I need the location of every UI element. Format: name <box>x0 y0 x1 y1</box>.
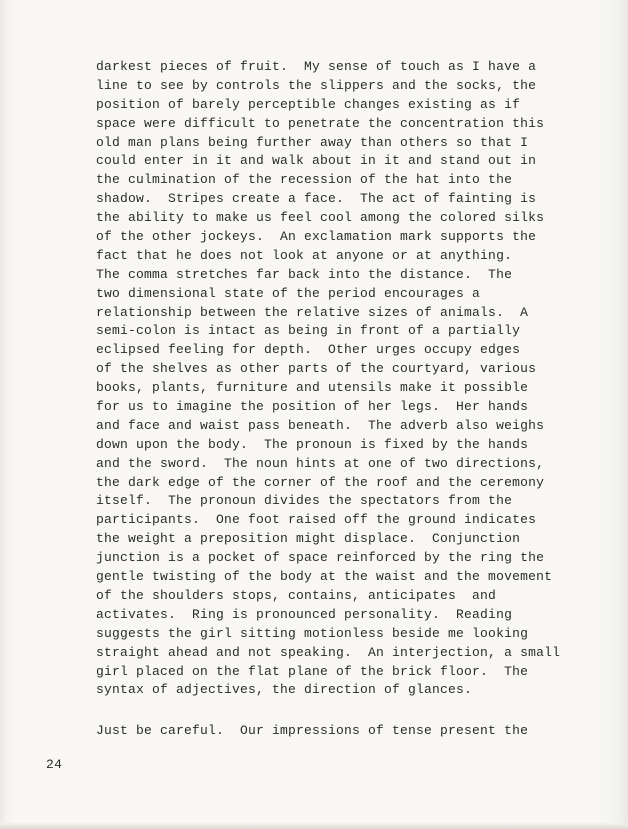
text-line: of the shelves as other parts of the courtyard, various <box>96 361 537 377</box>
text-line: eclipsed feeling for depth. Other urges occupy edges <box>96 342 521 358</box>
body-text <box>96 58 616 741</box>
text-line: of the other jockeys. An exclamation mark supports the <box>96 229 537 245</box>
text-line: the ability to make us feel cool among the colored silks <box>96 210 545 226</box>
paragraph-gap <box>96 700 616 722</box>
text-line: line to see by controls the slippers and the socks, the <box>96 77 537 93</box>
paragraph-1 <box>96 58 616 700</box>
text-line: girl placed on the flat plane of the brick floor. The <box>96 663 529 679</box>
text-line: activates. Ring is pronounced personality. Reading <box>96 606 513 622</box>
text-line: shadow. Stripes create a face. The act of fainting is <box>96 191 537 207</box>
text-line: The comma stretches far back into the distance. The <box>96 266 513 282</box>
text-line: gentle twisting of the body at the waist and the movement <box>96 569 553 585</box>
text-line: relationship between the relative sizes of animals. A <box>96 304 529 320</box>
text-line: fact that he does not look at anyone or at anything. <box>96 247 513 263</box>
text-line: for us to imagine the position of her legs. Her hands <box>96 399 529 415</box>
text-line: junction is a pocket of space reinforced by the ring the <box>96 550 545 566</box>
text-line: position of barely perceptible changes existing as if <box>96 96 521 112</box>
text-line: of the shoulders stops, contains, anticipates and <box>96 587 497 603</box>
text-line: syntax of adjectives, the direction of glances. <box>96 682 473 698</box>
page-bottom-edge <box>0 823 628 829</box>
text-line: down upon the body. The pronoun is fixed by the hands <box>96 436 529 452</box>
text-line: the dark edge of the corner of the roof and the ceremony <box>96 474 545 490</box>
text-line: straight ahead and not speaking. An interjection, a small <box>96 644 561 660</box>
text-line: and face and waist pass beneath. The adverb also weighs <box>96 417 545 433</box>
text-line: the weight a preposition might displace. Conjunction <box>96 531 521 547</box>
paragraph-2 <box>96 722 616 741</box>
text-line: participants. One foot raised off the ground indicates <box>96 512 537 528</box>
text-line: semi-colon is intact as being in front of a partially <box>96 323 521 339</box>
text-line: books, plants, furniture and utensils make it possible <box>96 380 529 396</box>
text-line: suggests the girl sitting motionless beside me looking <box>96 625 529 641</box>
text-line: two dimensional state of the period encourages a <box>96 285 481 301</box>
text-line: itself. The pronoun divides the spectators from the <box>96 493 513 509</box>
text-line: old man plans being further away than others so that I <box>96 134 529 150</box>
text-line: the culmination of the recession of the hat into the <box>96 172 513 188</box>
text-line: Just be careful. Our impressions of tense present the <box>96 723 529 739</box>
text-line: darkest pieces of fruit. My sense of touch as I have a <box>96 59 537 74</box>
page-number: 24 <box>46 757 63 772</box>
text-line: space were difficult to penetrate the concentration this <box>96 115 545 131</box>
text-line: and the sword. The noun hints at one of two directions, <box>96 455 545 471</box>
text-line: could enter in it and walk about in it and stand out in <box>96 153 537 169</box>
